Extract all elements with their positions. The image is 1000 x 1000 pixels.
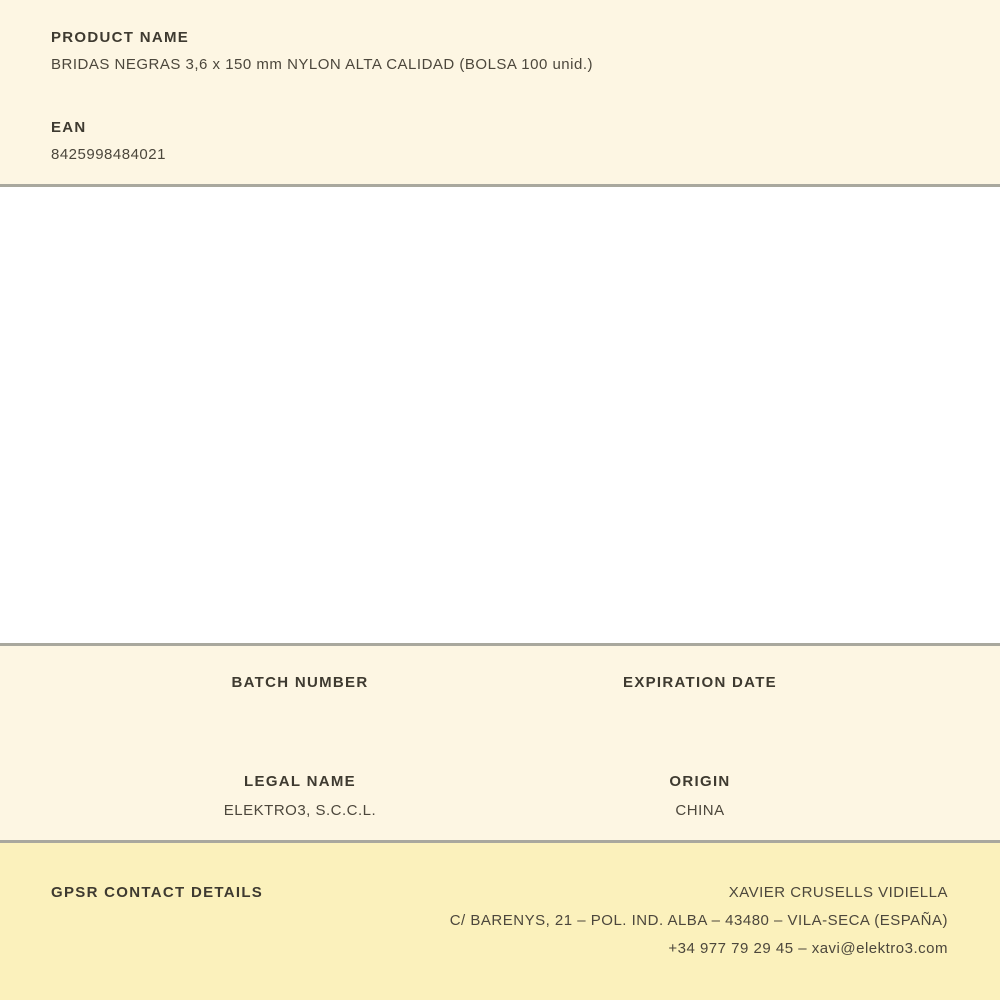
details-row-legal-origin [100, 772, 900, 821]
gpsr-contact-address: C/ BARENYS, 21 – POL. IND. ALBA – 43480 – VILA-SECA (ESPAÑA) [449, 912, 948, 929]
product-header-section [0, 0, 1000, 184]
gpsr-contact-name: XAVIER CRUSELLS VIDIELLA [728, 884, 948, 901]
legal-name-value: ELEKTRO3, S.C.C.L. [223, 802, 377, 819]
product-name-label: PRODUCT NAME [51, 29, 190, 46]
batch-number-label: BATCH NUMBER [231, 674, 369, 691]
legal-name-label: LEGAL NAME [244, 773, 356, 790]
product-name-value: BRIDAS NEGRAS 3,6 x 150 mm NYLON ALTA CALIDAD (BOLSA 100 unid.) [51, 56, 593, 73]
gpsr-contact-section [0, 843, 1000, 1000]
origin-value: CHINA [675, 802, 725, 819]
origin-cell [500, 772, 900, 821]
origin-label: ORIGIN [669, 773, 731, 790]
ean-label: EAN [51, 119, 87, 136]
batch-number-cell [100, 673, 500, 702]
details-row-batch-expiration [100, 673, 900, 702]
gpsr-contact-phone-email: +34 977 79 29 45 – xavi@elektro3.com [668, 940, 948, 957]
gpsr-contact-label: GPSR CONTACT DETAILS [51, 884, 264, 901]
expiration-date-cell [500, 673, 900, 702]
gpsr-contact-info [450, 879, 948, 963]
expiration-date-label: EXPIRATION DATE [623, 674, 777, 691]
legal-name-cell [100, 772, 500, 821]
ean-value: 8425998484021 [51, 146, 166, 163]
product-image-area [0, 187, 1000, 643]
ean-block [51, 118, 949, 165]
product-details-section [0, 646, 1000, 840]
